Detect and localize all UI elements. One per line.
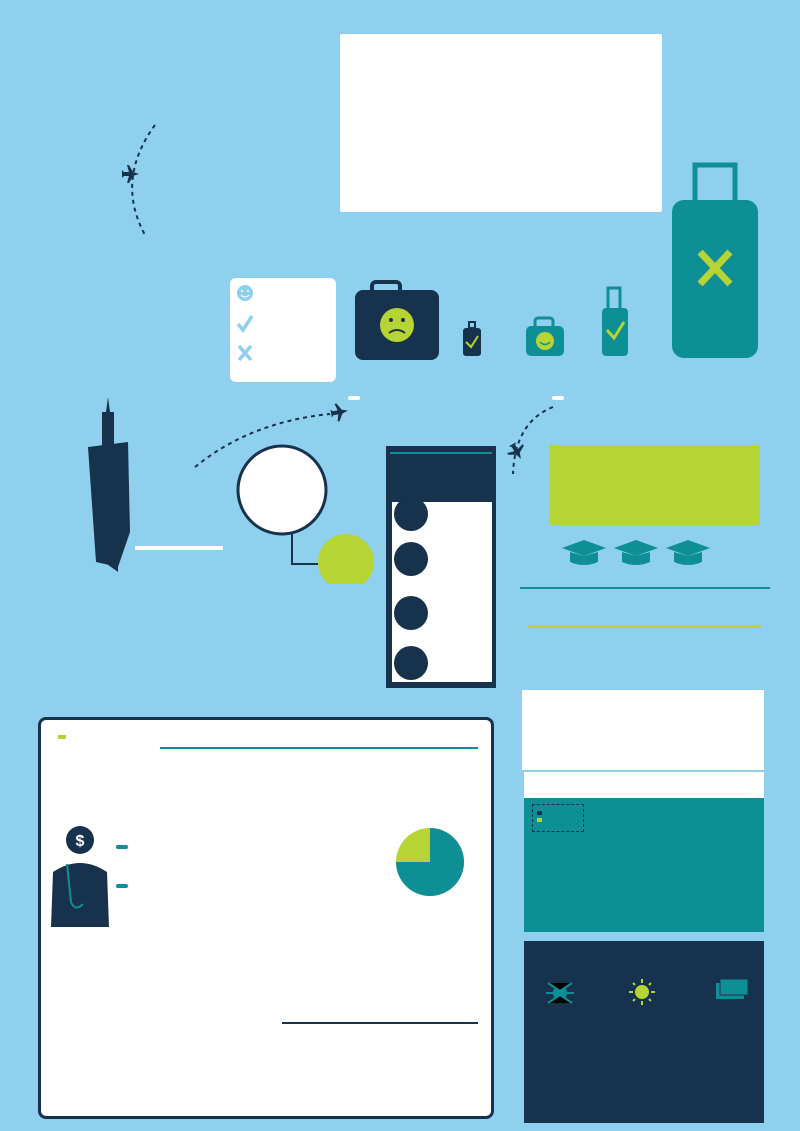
invest-question bbox=[600, 742, 696, 752]
airplane-icon bbox=[505, 440, 529, 464]
suitcase-small-check bbox=[463, 322, 481, 356]
smiley-icon bbox=[237, 285, 253, 301]
peak-item bbox=[392, 495, 492, 540]
people-row bbox=[62, 588, 372, 652]
airplane-icon bbox=[330, 402, 350, 422]
left-label bbox=[348, 396, 360, 400]
spider-icon bbox=[546, 983, 574, 1003]
immigrants-pie bbox=[85, 430, 205, 550]
sun-icon bbox=[629, 979, 655, 1005]
edu-agriculture bbox=[528, 625, 762, 628]
medical-rule bbox=[160, 747, 478, 749]
price-bars bbox=[524, 772, 764, 932]
suitcase-smile bbox=[526, 318, 564, 356]
entered-label bbox=[552, 396, 564, 400]
reasons bbox=[282, 1022, 478, 1024]
graduation-caps bbox=[562, 538, 712, 572]
amount-100k bbox=[116, 845, 128, 849]
peak-item bbox=[392, 640, 492, 686]
return-pie bbox=[98, 970, 218, 1090]
down-under-panel bbox=[524, 941, 764, 1123]
graduation-cap-icon bbox=[562, 540, 606, 565]
suitcase-check bbox=[602, 288, 628, 356]
medical-title bbox=[58, 735, 66, 739]
legend-box bbox=[230, 278, 336, 382]
footballs-row bbox=[512, 654, 770, 678]
suitcase-cross bbox=[672, 165, 758, 358]
crime-box bbox=[550, 445, 760, 525]
leave-pie bbox=[394, 826, 466, 898]
legend-icons bbox=[236, 284, 254, 374]
down-icons bbox=[538, 977, 758, 1007]
peak-item bbox=[392, 594, 492, 640]
graduation-cap-icon bbox=[614, 540, 658, 565]
comparison-panel bbox=[524, 772, 764, 932]
doctor-icon bbox=[45, 822, 115, 932]
investment-box bbox=[522, 690, 764, 770]
edu-formal bbox=[520, 587, 770, 589]
flight-path bbox=[95, 120, 195, 240]
workers-row bbox=[382, 948, 482, 1008]
suitcases bbox=[350, 160, 790, 370]
cross-icon bbox=[239, 346, 251, 360]
total-circle bbox=[236, 444, 386, 584]
peaks-list bbox=[392, 495, 492, 686]
svg-text:$: $ bbox=[75, 833, 85, 850]
airplane-icon bbox=[122, 165, 139, 183]
suitcase-sad bbox=[355, 282, 439, 360]
graduation-cap-icon bbox=[666, 540, 710, 565]
amount-500k bbox=[116, 884, 128, 888]
check-icon bbox=[238, 316, 252, 330]
peak-item bbox=[392, 540, 492, 594]
immigrants-note bbox=[135, 546, 223, 550]
money-icon bbox=[716, 979, 748, 999]
